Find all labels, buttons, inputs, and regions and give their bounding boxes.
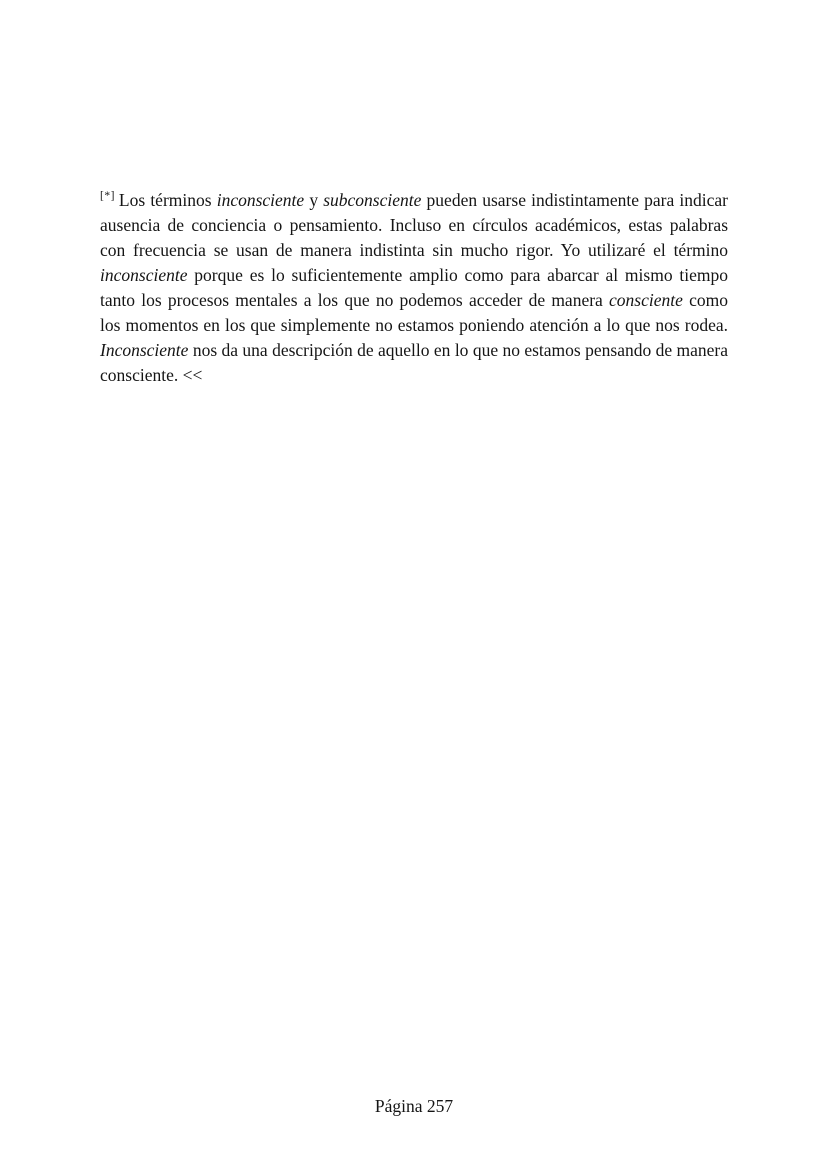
- text-run: nos da una descripción de aquello en lo que no estamos pensando de manera consciente.: [100, 339, 728, 385]
- text-run: Los términos: [118, 189, 217, 210]
- footnote-paragraph: [100, 188, 728, 388]
- text-run: y: [304, 189, 324, 210]
- italic-term: consciente: [609, 289, 683, 310]
- italic-term: subconsciente: [323, 189, 422, 210]
- footnote-text: [100, 190, 728, 385]
- text-run: como los momentos en los que simplemente no estamos poniendo atención a lo que nos rodea.: [100, 289, 728, 335]
- text-run: porque es lo suficientemente amplio como para abarcar al mismo tiempo tanto los procesos mentales a los que no podemos acceder de manera: [100, 264, 728, 310]
- italic-term: inconsciente: [216, 189, 305, 210]
- italic-term: inconsciente: [100, 264, 188, 285]
- italic-term: Inconsciente: [100, 339, 189, 360]
- page-number-footer: Página 257: [374, 1096, 454, 1116]
- footnote-marker: [*]: [100, 189, 115, 202]
- text-run: <<: [182, 364, 203, 385]
- text-run: pueden usarse indistintamente para indicar ausencia de conciencia o pensamiento. Incluso en círculos académicos, estas palabras con frecuencia se usan de manera indistinta sin mucho rigor. Yo utilizaré el término: [100, 189, 728, 260]
